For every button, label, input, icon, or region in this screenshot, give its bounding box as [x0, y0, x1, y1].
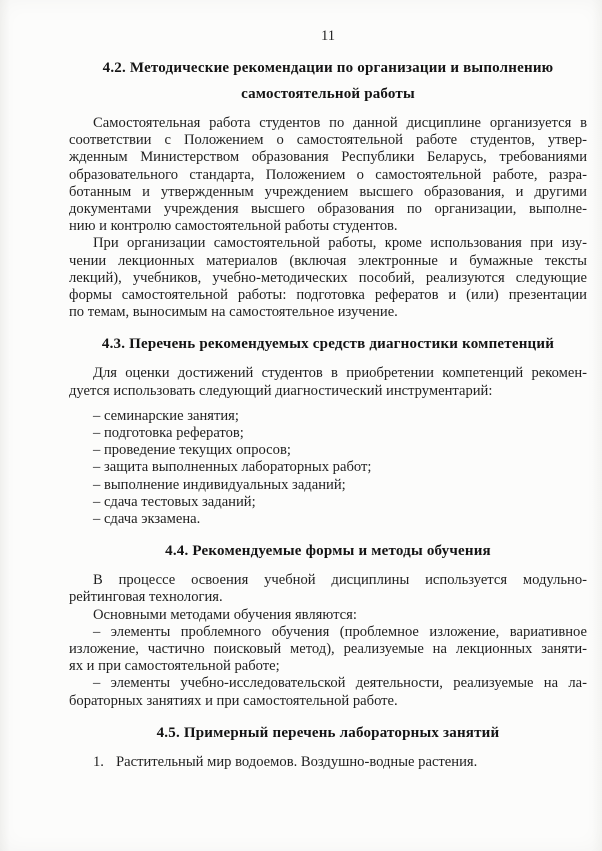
paragraph-line: образовательного стандарта, Положением о самостоятельной работе, разра-	[69, 166, 587, 183]
paragraph	[69, 624, 587, 676]
paragraph-line: ботанным и утвержденным учреждением высшего образования, и другими	[69, 183, 587, 200]
item-text: Растительный мир водоемов. Воздушно-водные растения.	[116, 753, 478, 770]
paragraph-line: Самостоятельная работа студентов по данной дисциплине организуется в	[93, 115, 587, 131]
paragraph-line: – элементы учебно-исследовательской деятельности, реализуемые на ла-	[93, 675, 587, 692]
list-item: – выполнение индивидуальных заданий;	[93, 476, 346, 493]
heading-line: 4.4. Рекомендуемые формы и методы обучения	[165, 543, 491, 560]
paragraph-line: по темам, выносимым на самостоятельное изучение.	[69, 304, 398, 321]
paragraph	[69, 365, 587, 399]
paragraph-line: – элементы проблемного обучения (проблемное изложение, вариативное	[93, 623, 587, 640]
paragraph-line: формы самостоятельной работы: подготовка рефератов и (или) презентации	[69, 287, 587, 304]
page-number: 11	[320, 28, 336, 44]
paragraph-line: ях и при самостоятельной работе;	[69, 658, 280, 675]
section-heading	[69, 331, 587, 357]
heading-line: 4.3. Перечень рекомендуемых средств диагностики компетенций	[101, 336, 555, 353]
list-item: – семинарские занятия;	[93, 407, 239, 424]
paragraph-line: рейтинговая технология.	[69, 589, 223, 606]
paragraph-line: документами учреждения высшего образования по организации, выполне-	[69, 201, 587, 218]
paragraph-line: При организации самостоятельной работы, кроме использования при изу-	[93, 235, 587, 252]
numbered-item	[69, 754, 587, 771]
paragraph	[69, 607, 587, 624]
section-heading	[69, 55, 587, 107]
list-item: – подготовка рефератов;	[93, 425, 244, 442]
paragraph	[69, 675, 587, 709]
paragraph-line: Для оценки достижений студентов в приобретении компетенций рекомен-	[93, 365, 587, 382]
list-item: – защита выполненных лабораторных работ;	[93, 459, 372, 476]
paragraph-line: жденным Министерством образования Республики Беларусь, требованиями	[69, 149, 587, 166]
dash-list	[69, 408, 587, 528]
paragraph-line: чении лекционных материалов (включая электронные и бумажные тексты	[69, 252, 587, 269]
paragraph-line: Основными методами обучения являются:	[93, 606, 357, 623]
page-content	[69, 45, 587, 771]
list-item: – сдача экзамена.	[93, 511, 201, 528]
paragraph	[69, 235, 587, 321]
list-item: – сдача тестовых заданий;	[93, 493, 256, 510]
heading-line: 4.2. Методические рекомендации по организации и выполнению	[102, 60, 554, 76]
paragraph	[69, 572, 587, 606]
paragraph-line: В процессе освоения учебной дисциплины используется модульно-	[93, 572, 587, 589]
paragraph-line: изложение, частично поисковый метод), реализуемые на лекционных заняти-	[69, 641, 587, 658]
paragraph-line: нию и контролю самостоятельной работы студентов.	[69, 218, 398, 235]
item-number: 1.	[93, 753, 104, 770]
heading-line: 4.5. Примерный перечень лабораторных занятий	[156, 724, 500, 741]
paragraph-line: лекций), учебников, учебно-методических пособий, реализуются следующие	[69, 269, 587, 286]
section-heading	[69, 538, 587, 564]
list-item: – проведение текущих опросов;	[93, 442, 291, 459]
heading-line: самостоятельной работы	[241, 86, 415, 102]
paragraph-line: дуется использовать следующий диагностический инструментарий:	[69, 382, 493, 399]
paragraph	[69, 115, 587, 235]
paragraph-line: бораторных занятиях и при самостоятельной работе.	[69, 692, 398, 709]
paragraph-line: соответствии с Положением о самостоятельной работе студентов, утвер-	[69, 132, 587, 149]
section-heading	[69, 720, 587, 746]
